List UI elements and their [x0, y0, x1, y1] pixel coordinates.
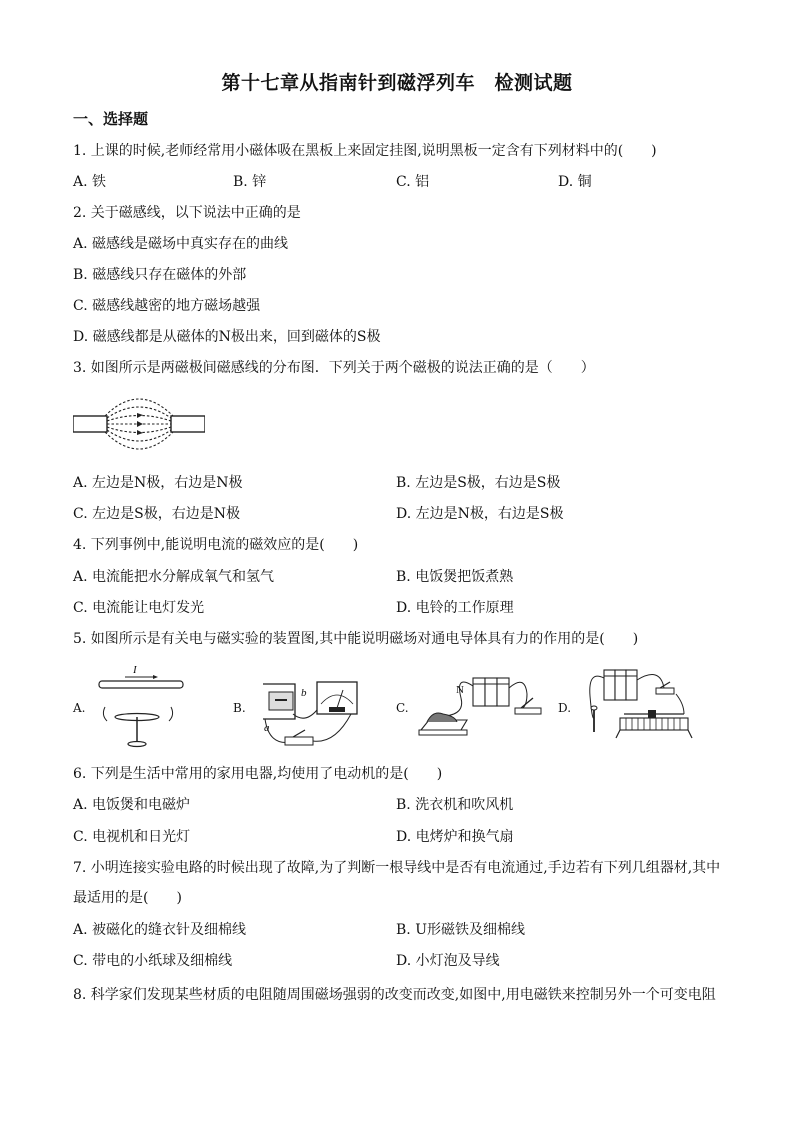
motor-principle-figure — [415, 664, 547, 744]
question-7-stem-line2: 最适用的是( ) — [73, 890, 182, 906]
question-3-stem: 3. 如图所示是两磁极间磁感线的分布图．下列关于两个磁极的说法正确的是（ ） — [73, 360, 595, 376]
q2-option-a[interactable]: A. 磁感线是磁场中真实存在的曲线 — [73, 236, 289, 252]
q1-option-c[interactable]: C. 铝 — [396, 174, 430, 190]
q1-option-b[interactable]: B. 锌 — [233, 174, 267, 190]
q3-option-d[interactable]: D. 左边是N极，右边是S极 — [396, 506, 564, 522]
question-7-stem-line1: 7. 小明连接实验电路的时候出现了故障,为了判断一根导线中是否有电流通过,手边若有下列几组器材,其中 — [73, 860, 721, 876]
q6-option-b[interactable]: B. 洗衣机和吹风机 — [396, 797, 514, 813]
section-heading: 一、选择题 — [73, 110, 149, 128]
q5-option-b[interactable]: B. — [233, 701, 246, 715]
page-title: 第十七章从指南针到磁浮列车 检测试题 — [221, 72, 573, 94]
question-4-stem: 4. 下列事例中,能说明电流的磁效应的是( ) — [73, 537, 359, 553]
current-label: I — [133, 664, 137, 676]
electromagnet-figure — [580, 660, 700, 746]
q7-option-d[interactable]: D. 小灯泡及导线 — [396, 953, 500, 969]
q6-option-c[interactable]: C. 电视机和日光灯 — [73, 829, 191, 845]
question-5-stem: 5. 如图所示是有关电与磁实验的装置图,其中能说明磁场对通电导体具有力的作用的是( ) — [73, 631, 639, 647]
q4-option-d[interactable]: D. 电铃的工作原理 — [396, 600, 514, 616]
q1-option-a[interactable]: A. 铁 — [73, 174, 107, 190]
question-1-stem: 1. 上课的时候,老师经常用小磁体吸在黑板上来固定挂图,说明黑板一定含有下列材料中的( ) — [73, 143, 657, 159]
q4-option-c[interactable]: C. 电流能让电灯发光 — [73, 600, 205, 616]
q7-option-c[interactable]: C. 带电的小纸球及细棉线 — [73, 953, 233, 969]
q4-option-a[interactable]: A. 电流能把水分解成氧气和氢气 — [73, 569, 275, 585]
q2-option-b[interactable]: B. 磁感线只存在磁体的外部 — [73, 267, 247, 283]
q5-option-c[interactable]: C. — [396, 701, 409, 715]
q7-option-a[interactable]: A. 被磁化的缝衣针及细棉线 — [73, 922, 247, 938]
magnet-n-label: N — [456, 684, 464, 696]
q3-option-c[interactable]: C. 左边是S极，右边是N极 — [73, 506, 240, 522]
q5-option-a[interactable]: A. — [73, 701, 86, 715]
magnetic-field-lines-figure — [73, 386, 205, 464]
q7-option-b[interactable]: B. U形磁铁及细棉线 — [396, 922, 525, 938]
question-8-stem: 8. 科学家们发现某些材质的电阻随周围磁场强弱的改变而改变,如图中,用电磁铁来控制另外一个可变电阻 — [73, 987, 716, 1003]
q2-option-c[interactable]: C. 磁感线越密的地方磁场越强 — [73, 298, 261, 314]
point-b-label: b — [301, 687, 307, 699]
oersted-experiment-figure — [95, 665, 187, 750]
q2-option-d[interactable]: D. 磁感线都是从磁体的N极出来，回到磁体的S极 — [73, 329, 381, 345]
q4-option-b[interactable]: B. 电饭煲把饭煮熟 — [396, 569, 514, 585]
q6-option-d[interactable]: D. 电烤炉和换气扇 — [396, 829, 514, 845]
point-a-label: a — [264, 722, 270, 734]
q5-option-d[interactable]: D. — [558, 701, 572, 715]
q3-option-b[interactable]: B. 左边是S极，右边是S极 — [396, 475, 561, 491]
q3-option-a[interactable]: A. 左边是N极，右边是N极 — [73, 475, 243, 491]
q6-option-a[interactable]: A. 电饭煲和电磁炉 — [73, 797, 191, 813]
q1-option-d[interactable]: D. 铜 — [558, 174, 592, 190]
induction-experiment-figure — [255, 664, 367, 754]
question-2-stem: 2. 关于磁感线，以下说法中正确的是 — [73, 205, 301, 221]
question-6-stem: 6. 下列是生活中常用的家用电器,均使用了电动机的是( ) — [73, 766, 443, 782]
